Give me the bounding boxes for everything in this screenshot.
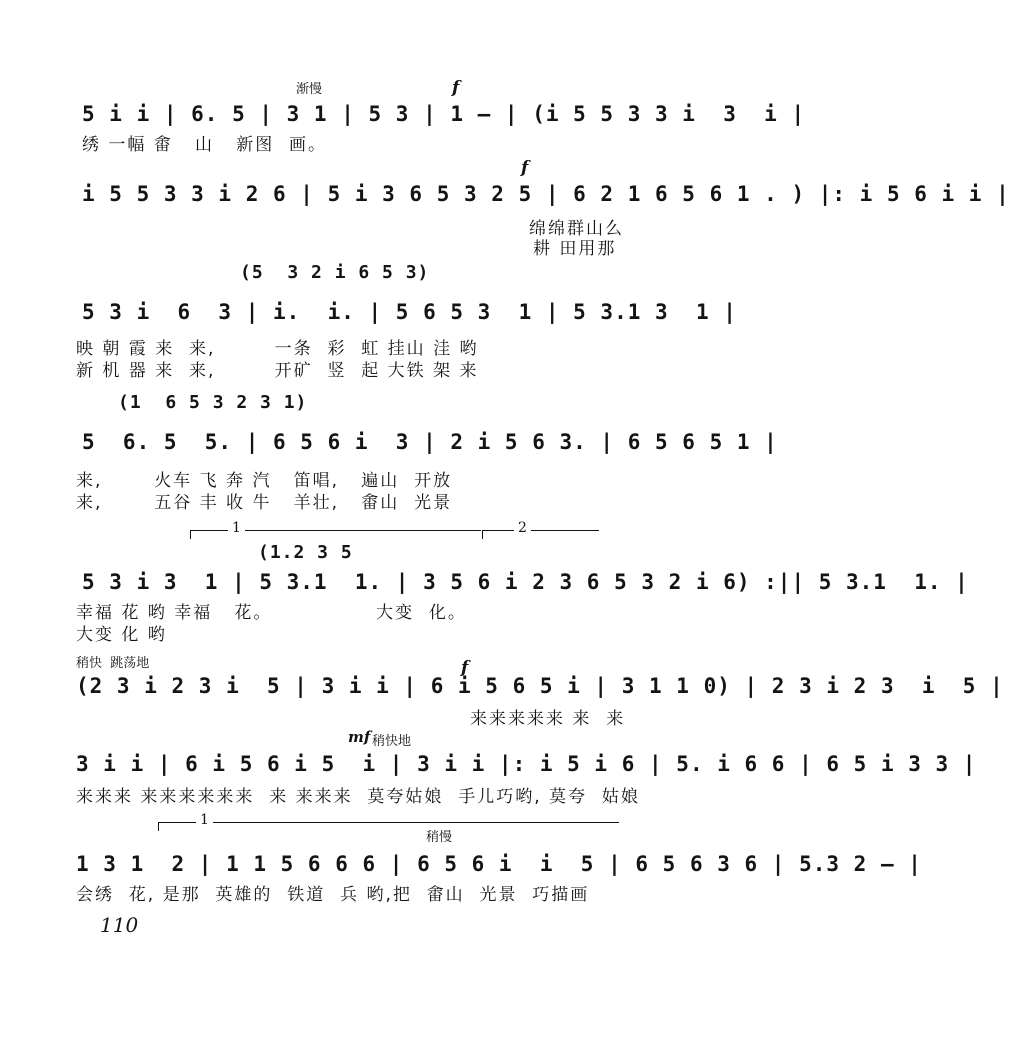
notation-line: 5 i i | 6. 5 | 3 1 | 5 3 | 1 — | (i 5 5 3 3 i 3 i |	[82, 102, 806, 126]
dynamic-marking: f	[521, 158, 529, 178]
interlude-notes: (1.2 3 5	[258, 542, 353, 563]
ending-number: 2	[514, 520, 531, 536]
lyric-line: 大变 化 哟	[76, 625, 167, 645]
notation-line: 1 3 1 2 | 1 1 5 6 6 6 | 6 5 6 i i 5 | 6 5 6 3 6 | 5.3 2 — |	[76, 852, 922, 876]
tempo-marking: 稍快 跳荡地	[76, 656, 150, 671]
notation-line: i 5 5 3 3 i 2 6 | 5 i 3 6 5 3 2 5 | 6 2 1 6 5 6 1 . ) |: i 5 6 i i |	[82, 182, 1010, 206]
notation-line: (2 3 i 2 3 i 5 | 3 i i | 6 i 5 6 5 i | 3 1 1 0) | 2 3 i 2 3 i 5 |	[76, 674, 1004, 698]
tempo-marking: 稍快地	[372, 734, 412, 749]
lyric-line: 来来来来来 来 来	[470, 709, 626, 729]
interlude-notes: (1 6 5 3 2 3 1)	[118, 392, 308, 413]
lyric-line: 新 机 器 来 来, 开矿 竖 起 大铁 架 来	[76, 361, 479, 381]
first-ending-bracket	[158, 822, 619, 831]
lyric-line: 耕 田用那	[533, 239, 617, 259]
tempo-marking: 渐慢	[296, 82, 323, 97]
notation-line: 5 3 i 3 1 | 5 3.1 1. | 3 5 6 i 2 3 6 5 3 2 i 6) :|| 5 3.1 1. |	[82, 570, 969, 594]
dynamic-marking: f	[452, 78, 460, 98]
notation-line: 5 6. 5 5. | 6 5 6 i 3 | 2 i 5 6 3. | 6 5 6 5 1 |	[82, 430, 778, 454]
lyric-line: 绵绵群山么	[529, 219, 624, 239]
dynamic-marking: f	[461, 658, 469, 678]
second-ending-bracket	[482, 530, 599, 539]
ending-number: 1	[228, 520, 245, 536]
notation-line: 3 i i | 6 i 5 6 i 5 i | 3 i i |: i 5 i 6 | 5. i 6 6 | 6 5 i 3 3 |	[76, 752, 977, 776]
lyric-line: 映 朝 霞 来 来, 一条 彩 虹 挂山 洼 哟	[76, 339, 479, 359]
lyric-line: 绣 一幅 畬 山 新图 画。	[82, 135, 328, 155]
notation-line: 5 3 i 6 3 | i. i. | 5 6 5 3 1 | 5 3.1 3 1 |	[82, 300, 737, 324]
ending-number: 1	[196, 812, 213, 828]
tempo-marking: 稍慢	[426, 826, 452, 845]
lyric-line: 来, 五谷 丰 收 牛 羊壮, 畬山 光景	[76, 493, 453, 513]
lyric-line: 幸福 花 哟 幸福 花。 大变 化。	[76, 603, 467, 623]
page-number: 110	[100, 913, 139, 937]
dynamic-marking: mf	[348, 728, 371, 746]
interlude-notes: (5 3 2 i 6 5 3)	[240, 262, 430, 283]
lyric-line: 来来来 来来来来来来 来 来来来 莫夸姑娘 手儿巧哟, 莫夸 姑娘	[76, 787, 640, 807]
lyric-line: 来, 火车 飞 奔 汽 笛唱, 遍山 开放	[76, 471, 453, 491]
lyric-line: 会绣 花, 是那 英雄的 铁道 兵 哟,把 畬山 光景 巧描画	[76, 885, 590, 905]
